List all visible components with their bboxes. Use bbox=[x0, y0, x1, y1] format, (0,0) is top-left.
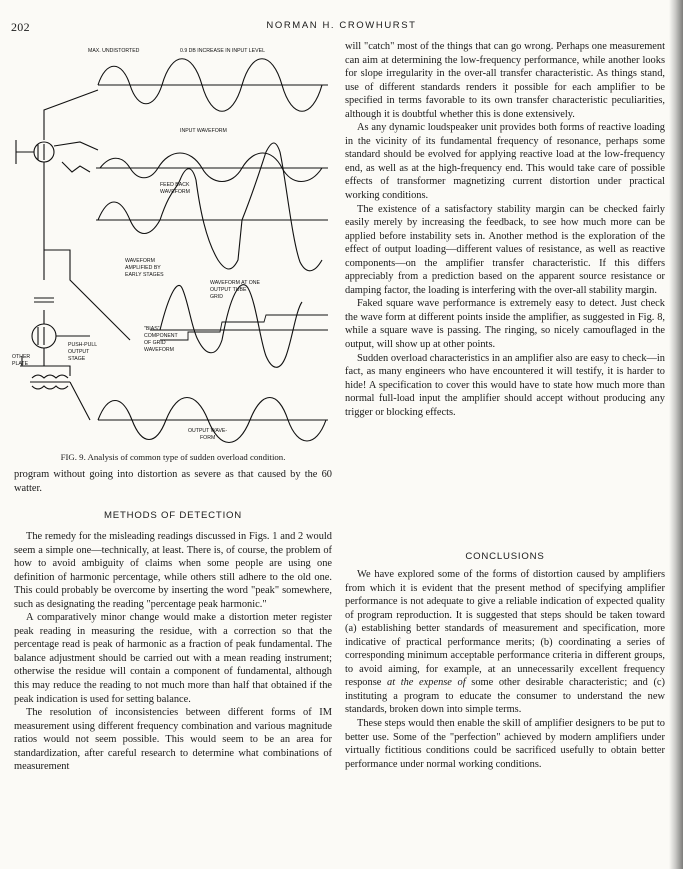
label-grid-2: OUTPUT TUBE bbox=[210, 287, 247, 293]
grid-waveform bbox=[160, 285, 302, 368]
paragraph: program without going into distortion as severe as that caused by the 60 watter. bbox=[14, 469, 332, 494]
output-transformer bbox=[30, 375, 90, 420]
amplified-waveform bbox=[98, 143, 322, 271]
running-header: NORMAN H. CROWHURST bbox=[266, 20, 417, 31]
right-column bbox=[345, 40, 665, 419]
tube-1-wiring bbox=[16, 90, 98, 200]
paragraph: These steps would then enable the skill of amplifier designers to be put to better use. Some of the "perfection" achieved by modern amplifiers under virtually fictitious conditions could be sacrificed usefully to obtain better performance under normal working conditions. bbox=[345, 718, 665, 770]
label-bias-3: OF GRID bbox=[144, 340, 166, 346]
label-bias-2: COMPONENT bbox=[144, 333, 178, 339]
paragraph: The resolution of inconsistencies between different forms of IM measurement using different frequency combination and various magnitude ratios would not seem possible. This would seem to be an area for standardization, after careful research to determine what combinations of measurement bbox=[14, 707, 332, 773]
text-run: We have explored some of the forms of distortion caused by amplifiers from which it is evident that the present method of specifying amplifier performance is not adequate to give a reliable indication of expected quality of program reproduction. It is suggested that steps should be taken toward (a) establishing better standards of measurement and specification, more indicative of practical performance merits; (b) coordinating a series of corresponding minimum acceptable performance criteria in different groups, to avoid aiming, for example, at an unnecessarily excellent frequency response bbox=[345, 569, 665, 689]
paragraph bbox=[345, 568, 665, 717]
feedback-waveform bbox=[100, 153, 322, 182]
paragraph: As any dynamic loudspeaker unit provides both forms of reactive loading in the vicinity of its fundamental frequency of resonance, perhaps some standard should be evolved for applying reactive load at the low-frequency end, as well as at the high-frequency end. This would take care of possible effects of transformer magnetizing current distortion under practical working conditions. bbox=[345, 122, 665, 202]
label-feedback-2: WAVEFORM bbox=[160, 189, 190, 195]
label-amplified-3: EARLY STAGES bbox=[125, 272, 164, 278]
paragraph: Faked square wave performance is extremely easy to detect. Just check the wave form at different points inside the amplifier, as suggested in Fig. 8, while a square wave is passing. The ringing, so nicely camouflaged in the output, will show up at other points. bbox=[345, 298, 665, 351]
label-bias-1: "BIAS" bbox=[144, 326, 160, 332]
waveform-diagram bbox=[10, 40, 332, 450]
section-heading-conclusions: CONCLUSIONS bbox=[465, 551, 545, 562]
page-edge-shadow bbox=[669, 0, 683, 869]
label-bias-4: WAVEFORM bbox=[144, 347, 174, 353]
paragraph: The existence of a satisfactory stability margin can be checked fairly easily merely by increasing the feedback, to see how much more can be applied before instability sets in. Another method is the exploration of the effect of output loading—different values of resistance, as well as reactive components—on the amplifier transfer characteristic. If this differs appreciably from a prediction based on the apparent source resistance or damping factor, the loading is interfering with the over-all stability margin. bbox=[345, 203, 665, 296]
left-column bbox=[14, 530, 332, 774]
label-output-2: FORM bbox=[200, 435, 216, 441]
label-pushpull-2: OUTPUT bbox=[68, 349, 90, 355]
figure-caption: FIG. 9. Analysis of common type of sudden overload condition. bbox=[60, 452, 286, 462]
label-max-undistorted: MAX. UNDISTORTED bbox=[88, 48, 140, 54]
figure-9 bbox=[10, 40, 332, 450]
label-output-1: OUTPUT WAVE- bbox=[188, 428, 228, 434]
label-other-1: OTHER bbox=[12, 354, 31, 360]
label-grid-1: WAVEFORM AT ONE bbox=[210, 280, 260, 286]
left-intro bbox=[14, 468, 332, 495]
paragraph: will "catch" most of the things that can go wrong. Perhaps one measurement can aim at determining the low-frequency performance, while another looks for slope irregularity in the over-all transfer characteristic. As things stand, use of different standards renders it possible for each amplifier to be specified in terms favorable to its own transfer characteristic peculiarities, although it is doubtful whether this is done extensively. bbox=[345, 41, 665, 120]
text-run: some other desirable characteristic; and (c) instituting a program to educate the consumer to understand the new standards, broken down into simple terms. bbox=[345, 677, 665, 716]
page-number: 202 bbox=[11, 20, 30, 34]
label-pushpull-3: STAGE bbox=[68, 356, 86, 362]
label-grid-3: GRID bbox=[210, 294, 223, 300]
label-pushpull-1: PUSH-PULL bbox=[68, 342, 98, 348]
paragraph: A comparatively minor change would make a distortion meter register peak reading in measuring the residue, with a correction so that the percentage read is peak of harmonic as a fraction of peak fundamental. The balance adjustment should be carried out with a mean reading instrument; otherwise the residue will contain a component of fundamental, although this may reduce the reading to not much more than half that obtained if the peak indication is used for setting balance. bbox=[14, 612, 332, 705]
label-amplified-1: WAVEFORM bbox=[125, 258, 155, 264]
italic-run: at the expense of bbox=[387, 677, 466, 689]
right-column-conclusions bbox=[345, 568, 665, 771]
label-amplified-2: AMPLIFIED BY bbox=[125, 265, 161, 271]
paragraph: Sudden overload characteristics in an amplifier also are easy to check—in fact, as many engineers who have encountered it will testify, it is harder to hide! A specification to cover this would have to state how much more than normal full-load input the amplifier should accept without producing any trigger or blocking effects. bbox=[345, 352, 665, 418]
label-input-waveform: INPUT WAVEFORM bbox=[180, 128, 227, 134]
paragraph: The remedy for the misleading readings discussed in Figs. 1 and 2 would seem a simple one—technically, at least. There is, of course, the problem of how to avoid ambiguity of claims when some people are using one definition of harmonic percentage, while others still adhere to the old one. This could probably be overcome by inserting the word "peak" somewhere, such as designating the reading "percentage peak harmonic." bbox=[14, 531, 332, 610]
label-increase: 0.9 DB INCREASE IN INPUT LEVEL bbox=[180, 48, 265, 54]
label-feedback: FEED BACK bbox=[160, 182, 190, 188]
label-other-2: PLATE bbox=[12, 361, 29, 367]
coupling-wiring bbox=[44, 200, 130, 340]
bias-component bbox=[160, 315, 328, 340]
section-heading-methods: METHODS OF DETECTION bbox=[103, 510, 243, 521]
